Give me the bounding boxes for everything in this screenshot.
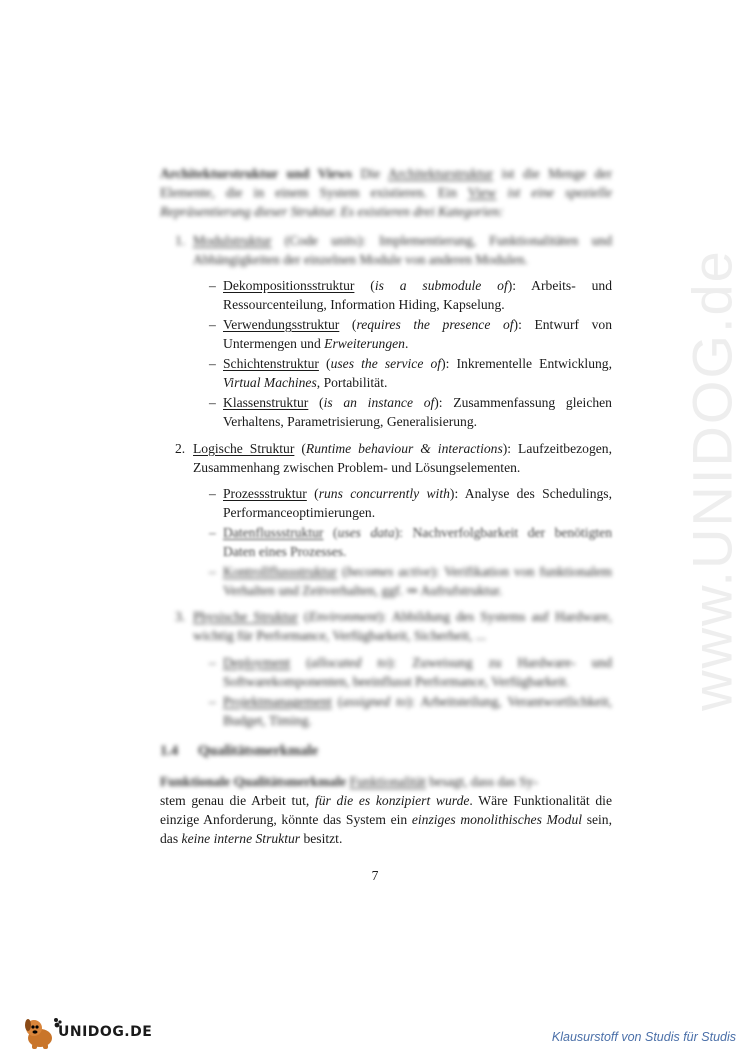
- subitem-term[interactable]: Prozessstruktur: [223, 486, 307, 501]
- subitem-term[interactable]: Verwendungsstruktur: [223, 317, 340, 332]
- intro-link-architekturstruktur[interactable]: Architekturstruktur: [388, 166, 493, 181]
- list-item-1: 1. Modulstruktur (Code units): Implementierung, Funktionalitäten und Abhängigkeiten der einzelnen Module von anderen Modulen.: [175, 233, 612, 267]
- subitem-term[interactable]: Projektmanagement: [223, 694, 332, 709]
- list-item-3: 3. Physische Struktur (Environment): Abbildung des Systems auf Hardware, wichtig für Performance, Verfügbarkeit, Sicherheit, ...: [175, 609, 612, 643]
- subitem-term[interactable]: Datenflussstruktur: [223, 525, 324, 540]
- unidog-logo: [22, 1016, 152, 1050]
- item-term[interactable]: Logische Struktur: [193, 441, 295, 456]
- intro-title: Architekturstruktur und Views: [160, 166, 352, 181]
- subitem-datenfluss: – Datenflussstruktur (uses data): Nachverfolgbarkeit der benötigten Daten eines Prozesses.: [209, 525, 612, 559]
- final-paragraph-link[interactable]: Funktionalität: [349, 774, 426, 789]
- list-item-2: 2. Logische Struktur (Runtime behaviour & interactions): Laufzeitbezogen, Zusammenhang zwischen Problem- und Lösungselementen.: [175, 441, 612, 475]
- watermark-text: www.UNIDOG.de: [680, 249, 744, 711]
- footer-slogan: Klausurstoff von Studis für Studis: [551, 1030, 736, 1044]
- subitem-term[interactable]: Kontrollflussstruktur: [223, 564, 338, 579]
- subitem-klassen: – Klassenstruktur (is an instance of): Zusammenfassung gleichen Verhaltens, Parametrisierung, Generalisierung.: [209, 395, 612, 429]
- dog-icon: [22, 1016, 62, 1050]
- subitem-term[interactable]: Klassenstruktur: [223, 395, 309, 410]
- section-heading: 1.4 Qualitätsmerkmale: [160, 743, 319, 759]
- subitem-prozess: – Prozessstruktur (runs concurrently with): Analyse des Schedulings, Performanceoptimierungen.: [209, 486, 612, 520]
- subitem-schichten: – Schichtenstruktur (uses the service of): Inkrementelle Entwicklung, Virtual Machines, Portabilität.: [209, 356, 613, 390]
- item-term[interactable]: Modulstruktur: [193, 233, 272, 248]
- subitem-term[interactable]: Dekompositionsstruktur: [223, 278, 355, 293]
- item-term[interactable]: Physische Struktur: [193, 609, 298, 624]
- intro-paragraph: Architekturstruktur und Views Die Architekturstruktur ist die Menge der Elemente, die in einem System existieren. Ein View ist eine spezielle Repräsentierung dieser Struktur. Es existieren drei Kategorien:: [160, 166, 612, 219]
- final-paragraph-title: Funktionale Qualitätsmerkmale: [160, 774, 347, 789]
- subitem-verwendung: – Verwendungsstruktur (requires the presence of): Entwurf von Untermengen und Erweiterungen.: [209, 317, 612, 351]
- final-paragraph-body: stem genau die Arbeit tut, für die es konzipiert wurde. Wäre Funktionalität die einzige Anforderung, könnte das System ein einziges monolithisches Modul sein, das keine interne Struktur besitzt.: [160, 793, 612, 846]
- subitem-projektmanagement: – Projektmanagement (assigned to): Arbeitsteilung, Verantwortlichkeit, Budget, Timing.: [209, 694, 612, 728]
- final-paragraph-first-line: Funktionale Qualitätsmerkmale Funktionalität besagt, dass das Sy-: [160, 774, 538, 789]
- intro-link-view[interactable]: View: [467, 185, 497, 200]
- subitem-deployment: – Deployment (allocated to): Zuweisung zu Hardware- und Softwarekomponenten, beeinflusst Performance, Verfügbarkeit.: [209, 655, 612, 689]
- subitem-term[interactable]: Schichtenstruktur: [223, 356, 319, 371]
- subitem-term[interactable]: Deployment: [223, 655, 291, 670]
- subitem-dekomposition: – Dekompositionsstruktur (is a submodule of): Arbeits- und Ressourcenteilung, Information Hiding, Kapselung.: [209, 278, 612, 312]
- logo-text: UNIDOG.DE: [58, 1024, 153, 1040]
- page-number: 7: [371, 868, 379, 883]
- subitem-kontrollfluss: – Kontrollflussstruktur (becomes active): Verifikation von funktionalem Verhalten und Zeitverhalten, ggf. ⇒ Aufrufstruktur.: [209, 564, 612, 598]
